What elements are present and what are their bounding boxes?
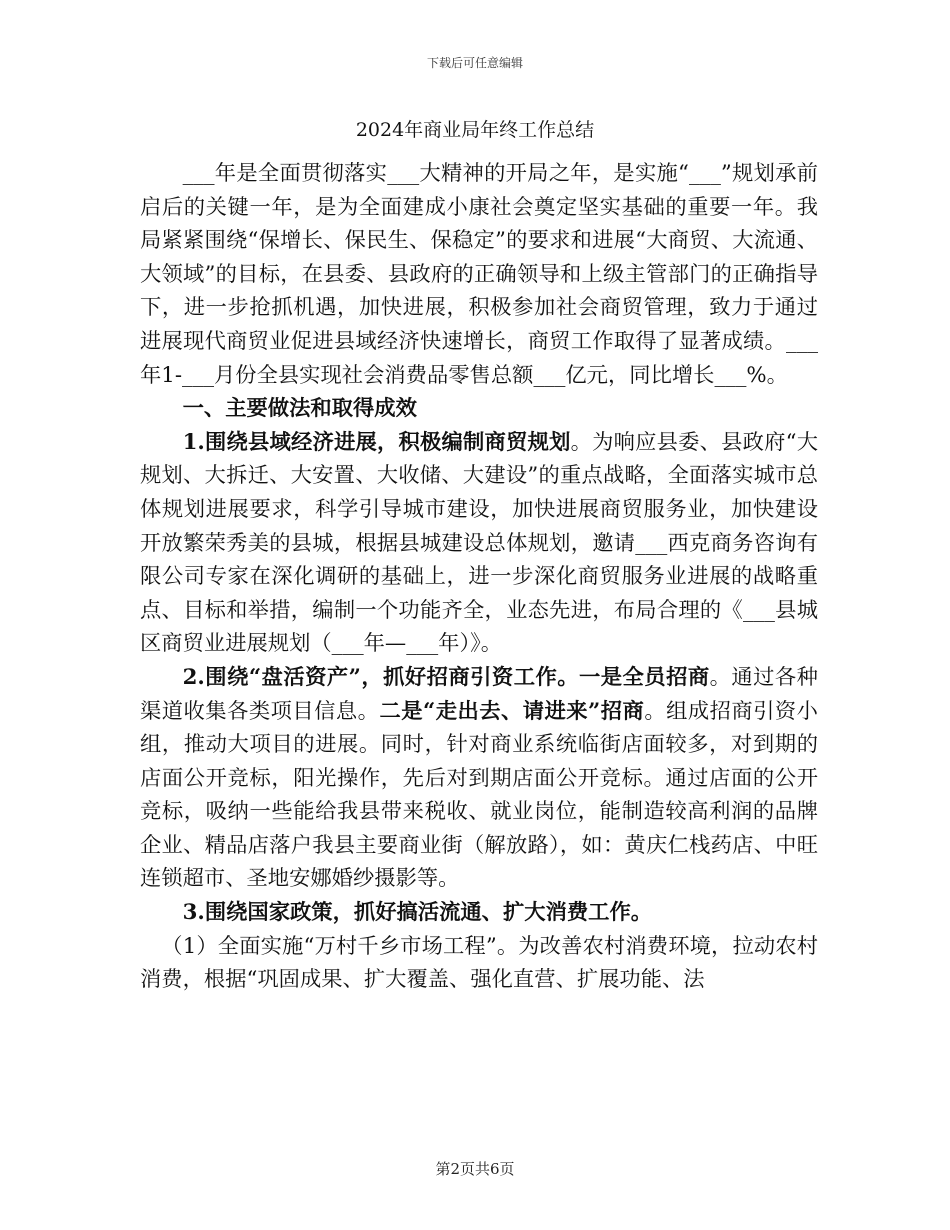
- item-1-paragraph: [140, 426, 818, 661]
- item-3-sub-1-paragraph: （1）全面实施“万村千乡市场工程”。为改善农村消费环境，拉动农村消费，根据“巩固成果、扩大覆盖、强化直营、扩展功能、法: [140, 933, 818, 993]
- document-title: 2024年商业局年终工作总结: [355, 119, 595, 141]
- section-heading: 一、主要做法和取得成效: [182, 396, 417, 422]
- item-2-text-1: 。通过各种渠道收集各类项目信息。: [140, 664, 818, 724]
- item-2-lead: 2.围绕“盘活资产”，抓好招商引资工作。一是全员招商: [182, 664, 710, 690]
- intro-paragraph: ___年是全面贯彻落实___大精神的开局之年，是实施“___”规划承前启后的关键一年，是为全面建成小康社会奠定坚实基础的重要一年。我局紧紧围绕“保增长、保民生、保稳定”的要求和进展“大商贸、大流通、大领域”的目标，在县委、县政府的正确领导和上级主管部门的正确指导下，进一步抢抓机遇，加快进展，积极参加社会商贸管理，致力于通过进展现代商贸业促进县域经济快速增长，商贸工作取得了显著成绩。___年1-___月份全县实现社会消费品零售总额___亿元，同比增长___%。: [140, 161, 818, 388]
- item-1-text: 。为响应县委、县政府“大规划、大拆迁、大安置、大收储、大建设”的重点战略，全面落实城市总体规划进展要求，科学引导城市建设，加快进展商贸服务业，加快建设开放繁荣秀美的县城，根据县城建设总体规划，邀请___西克商务咨询有限公司专家在深化调研的基础上，进一步深化商贸服务业进展的战略重点、目标和举措，编制一个功能齐全，业态先进，布局合理的《___县城区商贸业进展规划（___年—___年）》。: [140, 429, 818, 657]
- item-1-lead: 1.围绕县域经济进展，积极编制商贸规划: [182, 429, 571, 455]
- document-body: [140, 157, 818, 997]
- item-2-text-2: 。组成招商引资小组，推动大项目的进展。同时，针对商业系统临街店面较多，对到期的店面公开竞标，阳光操作，先后对到期店面公开竞标。通过店面的公开竞标，吸纳一些能给我县带来税收、就业岗位，能制造较高利润的品牌企业、精品店落户我县主要商业街（解放路），如：黄庆仁栈药店、中旺连锁超市、圣地安娜婚纱摄影等。: [140, 698, 818, 892]
- page-header: 下载后可任意编辑: [426, 56, 523, 70]
- item-3-heading: 3.围绕国家政策，抓好搞活流通、扩大消费工作。: [182, 900, 653, 926]
- page-footer: 第2页共6页: [435, 1160, 515, 1178]
- item-2-lead-2: 二是“走出去、请进来”招商: [379, 698, 645, 724]
- item-2-paragraph: [140, 661, 818, 896]
